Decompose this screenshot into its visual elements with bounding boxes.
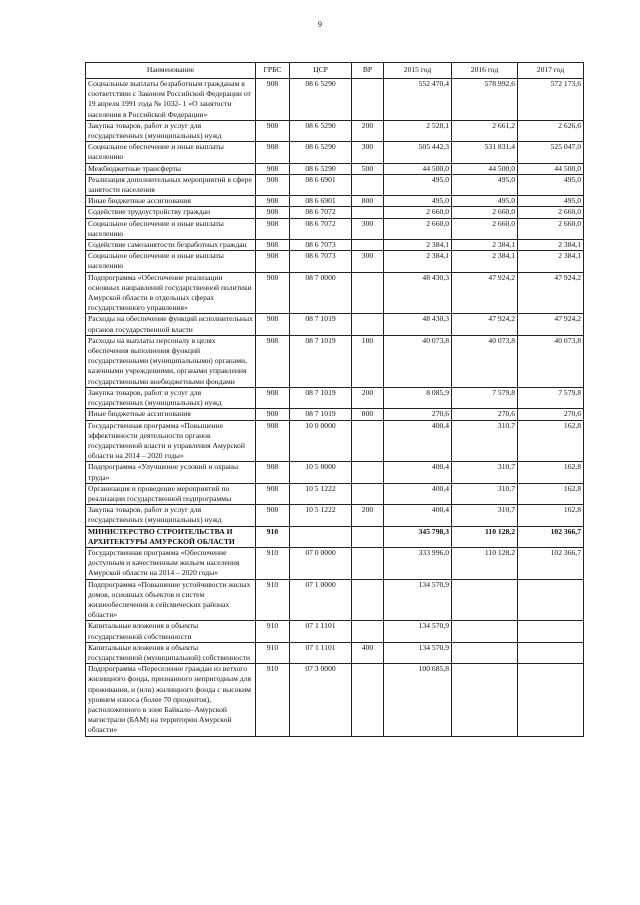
row-value-2016: 44 500,0 — [452, 163, 518, 174]
row-value-2016: 310,7 — [452, 483, 518, 504]
row-vr — [352, 621, 384, 642]
row-value-2015: 400,4 — [384, 505, 452, 526]
table-row — [86, 420, 584, 462]
row-value-2017 — [518, 664, 584, 736]
budget-table — [85, 62, 584, 737]
row-value-2016 — [452, 642, 518, 663]
row-csr: 08 6 6901 — [290, 174, 352, 195]
row-grbs: 908 — [256, 142, 290, 163]
row-grbs: 908 — [256, 218, 290, 239]
row-vr: 100 — [352, 335, 384, 387]
row-csr: 10 5 1222 — [290, 505, 352, 526]
row-csr: 07 0 0000 — [290, 547, 352, 579]
row-value-2016: 270,6 — [452, 409, 518, 420]
row-csr: 08 6 7073 — [290, 240, 352, 251]
row-value-2016: 578 992,6 — [452, 79, 518, 121]
table-row — [86, 642, 584, 663]
row-csr: 07 3 0000 — [290, 664, 352, 736]
table-row — [86, 387, 584, 408]
table-row — [86, 240, 584, 251]
row-name: Организация и проведение мероприятий по реализации государственной подпрограммы — [86, 483, 256, 504]
row-vr — [352, 240, 384, 251]
row-value-2017: 2 626,6 — [518, 120, 584, 141]
table-row — [86, 163, 584, 174]
row-grbs: 908 — [256, 387, 290, 408]
row-grbs: 908 — [256, 120, 290, 141]
row-vr — [352, 174, 384, 195]
row-value-2015: 505 442,3 — [384, 142, 452, 163]
row-vr: 300 — [352, 218, 384, 239]
row-grbs: 908 — [256, 462, 290, 483]
row-vr: 500 — [352, 163, 384, 174]
row-value-2015: 44 500,0 — [384, 163, 452, 174]
row-name: Подпрограмма «Переселение граждан из ветхого жилищного фонда, признанного непригодным для проживания, и (или) жилищного фонда с высоким уровнем износа (более 70 процентов), расположенного в зоне Байкало–Амурской магистрали (БАМ) на территории Амурской области» — [86, 664, 256, 736]
header-2015: 2015 год — [384, 63, 452, 79]
table-header-row — [86, 63, 584, 79]
row-value-2017: 270,6 — [518, 409, 584, 420]
row-name: Государственная программа «Обеспечение доступным и качественным жильем населения Амурской области на 2014 – 2020 годы» — [86, 547, 256, 579]
row-grbs: 908 — [256, 335, 290, 387]
row-csr: 08 7 1019 — [290, 387, 352, 408]
row-grbs: 910 — [256, 642, 290, 663]
row-grbs: 908 — [256, 196, 290, 207]
row-value-2017 — [518, 642, 584, 663]
row-csr: 08 6 6901 — [290, 196, 352, 207]
row-value-2015: 2 384,1 — [384, 251, 452, 272]
table-row — [86, 272, 584, 314]
table-row — [86, 579, 584, 621]
row-value-2016: 47 924,2 — [452, 272, 518, 314]
header-vr: ВР — [352, 63, 384, 79]
header-name: Наименование — [86, 63, 256, 79]
row-value-2017: 7 579,8 — [518, 387, 584, 408]
row-value-2015: 2 660,0 — [384, 218, 452, 239]
row-vr — [352, 462, 384, 483]
row-csr: 08 7 1019 — [290, 409, 352, 420]
row-vr: 200 — [352, 505, 384, 526]
row-name: Содействие самозанятости безработных граждан — [86, 240, 256, 251]
row-value-2017: 162,8 — [518, 420, 584, 462]
row-name: Расходы на обеспечение функций исполнительных органов государственной власти — [86, 314, 256, 335]
header-grbs: ГРБС — [256, 63, 290, 79]
row-csr: 10 0 0000 — [290, 420, 352, 462]
row-grbs: 908 — [256, 174, 290, 195]
table-row — [86, 621, 584, 642]
row-value-2015: 48 430,3 — [384, 272, 452, 314]
row-value-2017: 525 047,0 — [518, 142, 584, 163]
row-csr: 08 7 0000 — [290, 272, 352, 314]
table-row — [86, 142, 584, 163]
row-csr: 08 6 5290 — [290, 163, 352, 174]
table-row — [86, 505, 584, 526]
row-value-2015: 345 798,3 — [384, 526, 452, 547]
row-vr: 800 — [352, 409, 384, 420]
row-vr: 400 — [352, 642, 384, 663]
table-row — [86, 120, 584, 141]
page-number: 9 — [318, 20, 322, 29]
row-value-2015: 495,0 — [384, 174, 452, 195]
row-value-2017: 102 366,7 — [518, 547, 584, 579]
table-row — [86, 335, 584, 387]
table-row — [86, 547, 584, 579]
row-name: Капитальные вложения в объекты государственной собственности — [86, 621, 256, 642]
table-row — [86, 218, 584, 239]
table-row — [86, 526, 584, 547]
row-vr — [352, 579, 384, 621]
row-value-2017: 2 384,1 — [518, 251, 584, 272]
table-row — [86, 79, 584, 121]
row-value-2015: 400,4 — [384, 462, 452, 483]
header-2017: 2017 год — [518, 63, 584, 79]
row-value-2016: 2 384,1 — [452, 251, 518, 272]
row-name: МИНИСТЕРСТВО СТРОИТЕЛЬСТВА И АРХИТЕКТУРЫ АМУРСКОЙ ОБЛАСТИ — [86, 526, 256, 547]
table-row — [86, 174, 584, 195]
row-vr — [352, 420, 384, 462]
row-value-2017: 44 500,0 — [518, 163, 584, 174]
row-name: Социальные выплаты безработным гражданам в соответствии с Законом Российской Федерации от 19 апреля 1991 года № 1032- 1 «О занятости населения в Российской Федерации» — [86, 79, 256, 121]
row-vr — [352, 664, 384, 736]
row-value-2015: 40 073,8 — [384, 335, 452, 387]
row-value-2017: 102 366,7 — [518, 526, 584, 547]
row-vr: 300 — [352, 251, 384, 272]
row-vr — [352, 483, 384, 504]
row-value-2016: 495,0 — [452, 196, 518, 207]
row-value-2016: 110 128,2 — [452, 526, 518, 547]
row-vr — [352, 526, 384, 547]
row-value-2015: 134 570,9 — [384, 621, 452, 642]
row-value-2016: 310,7 — [452, 505, 518, 526]
row-value-2017: 162,8 — [518, 483, 584, 504]
row-vr — [352, 272, 384, 314]
row-grbs: 908 — [256, 483, 290, 504]
row-value-2015: 134 570,9 — [384, 642, 452, 663]
row-value-2016: 7 579,8 — [452, 387, 518, 408]
header-2016: 2016 год — [452, 63, 518, 79]
row-value-2016: 2 384,1 — [452, 240, 518, 251]
row-value-2015: 400,4 — [384, 483, 452, 504]
row-value-2016 — [452, 579, 518, 621]
row-csr: 07 1 1101 — [290, 621, 352, 642]
row-value-2017: 2 384,1 — [518, 240, 584, 251]
row-value-2017: 495,0 — [518, 196, 584, 207]
table-row — [86, 314, 584, 335]
row-value-2016: 2 660,0 — [452, 218, 518, 239]
row-value-2017: 47 924,2 — [518, 314, 584, 335]
row-csr: 08 6 7072 — [290, 218, 352, 239]
row-grbs: 910 — [256, 579, 290, 621]
row-name: Подпрограмма «Обеспечение реализации основных направлений государственной политики Амурской области в отдельных сферах государственного управления» — [86, 272, 256, 314]
row-value-2015: 48 430,3 — [384, 314, 452, 335]
row-value-2017: 47 924,2 — [518, 272, 584, 314]
row-grbs: 908 — [256, 207, 290, 218]
row-grbs: 908 — [256, 240, 290, 251]
row-value-2017: 40 073,8 — [518, 335, 584, 387]
row-csr: 10 5 1222 — [290, 483, 352, 504]
row-name: Государственная программа «Повышение эффективности деятельности органов государственной власти и управления Амурской области на 2014 – 2020 годы» — [86, 420, 256, 462]
header-csr: ЦСР — [290, 63, 352, 79]
row-name: Закупка товаров, работ и услуг для государственных (муниципальных) нужд — [86, 387, 256, 408]
row-grbs: 908 — [256, 409, 290, 420]
row-grbs: 908 — [256, 420, 290, 462]
row-value-2016: 110 128,2 — [452, 547, 518, 579]
row-value-2016: 531 831,4 — [452, 142, 518, 163]
row-value-2015: 333 996,0 — [384, 547, 452, 579]
row-value-2016: 2 661,2 — [452, 120, 518, 141]
row-name: Иные бюджетные ассигнования — [86, 196, 256, 207]
table-row — [86, 664, 584, 736]
row-value-2016 — [452, 621, 518, 642]
row-value-2016: 495,0 — [452, 174, 518, 195]
row-csr: 07 1 0000 — [290, 579, 352, 621]
row-value-2017: 2 660,0 — [518, 207, 584, 218]
row-value-2016 — [452, 664, 518, 736]
row-value-2015: 134 570,9 — [384, 579, 452, 621]
row-value-2015: 400,4 — [384, 420, 452, 462]
row-value-2015: 8 085,9 — [384, 387, 452, 408]
row-name: Социальное обеспечение и иные выплаты населению — [86, 142, 256, 163]
row-csr — [290, 526, 352, 547]
row-value-2017: 495,0 — [518, 174, 584, 195]
row-grbs: 908 — [256, 272, 290, 314]
row-name: Содействие трудоустройству граждан — [86, 207, 256, 218]
row-vr: 200 — [352, 387, 384, 408]
row-grbs: 910 — [256, 526, 290, 547]
row-grbs: 910 — [256, 621, 290, 642]
row-value-2017 — [518, 579, 584, 621]
row-vr — [352, 314, 384, 335]
row-value-2016: 40 073,8 — [452, 335, 518, 387]
row-grbs: 910 — [256, 664, 290, 736]
row-vr — [352, 207, 384, 218]
row-value-2015: 2 384,1 — [384, 240, 452, 251]
row-value-2017 — [518, 621, 584, 642]
row-value-2017: 162,8 — [518, 505, 584, 526]
row-name: Капитальные вложения в объекты государственной (муниципальной) собственности — [86, 642, 256, 663]
row-name: Иные бюджетные ассигнования — [86, 409, 256, 420]
row-csr: 10 5 0000 — [290, 462, 352, 483]
row-value-2015: 270,6 — [384, 409, 452, 420]
row-csr: 08 7 1019 — [290, 335, 352, 387]
row-value-2016: 47 924,2 — [452, 314, 518, 335]
row-vr — [352, 547, 384, 579]
table-row — [86, 207, 584, 218]
row-value-2017: 162,8 — [518, 462, 584, 483]
row-grbs: 908 — [256, 314, 290, 335]
row-csr: 08 6 5290 — [290, 79, 352, 121]
row-value-2017: 2 660,0 — [518, 218, 584, 239]
row-csr: 08 6 7073 — [290, 251, 352, 272]
table-row — [86, 409, 584, 420]
row-value-2015: 2 660,0 — [384, 207, 452, 218]
row-name: Подпрограмма «Повышение устойчивости жилых домов, основных объектов и систем жизнеобеспечения в сейсмических районах области» — [86, 579, 256, 621]
row-vr: 200 — [352, 120, 384, 141]
row-value-2015: 100 685,8 — [384, 664, 452, 736]
row-vr: 800 — [352, 196, 384, 207]
row-grbs: 910 — [256, 547, 290, 579]
row-name: Социальное обеспечение и иные выплаты населению — [86, 251, 256, 272]
row-name: Подпрограмма «Улучшение условий и охраны труда» — [86, 462, 256, 483]
row-value-2015: 495,0 — [384, 196, 452, 207]
table-row — [86, 251, 584, 272]
row-csr: 08 6 5290 — [290, 120, 352, 141]
row-grbs: 908 — [256, 163, 290, 174]
row-value-2016: 310,7 — [452, 462, 518, 483]
row-name: Закупка товаров, работ и услуг для государственных (муниципальных) нужд — [86, 120, 256, 141]
row-name: Межбюджетные трансферты — [86, 163, 256, 174]
table-row — [86, 483, 584, 504]
row-csr: 07 1 1101 — [290, 642, 352, 663]
row-grbs: 908 — [256, 79, 290, 121]
row-name: Реализация дополнительных мероприятий в сфере занятости населения — [86, 174, 256, 195]
row-value-2016: 2 660,0 — [452, 207, 518, 218]
row-value-2015: 2 528,1 — [384, 120, 452, 141]
row-vr — [352, 79, 384, 121]
row-csr: 08 6 7072 — [290, 207, 352, 218]
row-value-2017: 572 173,6 — [518, 79, 584, 121]
table-row — [86, 196, 584, 207]
row-value-2016: 310,7 — [452, 420, 518, 462]
row-name: Закупка товаров, работ и услуг для государственных (муниципальных) нужд — [86, 505, 256, 526]
row-value-2015: 552 470,4 — [384, 79, 452, 121]
row-grbs: 908 — [256, 251, 290, 272]
row-name: Расходы на выплаты персоналу в целях обеспечения выполнения функций государственными (муниципальными) органами, казенными учреждениями, органами управления государственными внебюджетными фондами — [86, 335, 256, 387]
row-grbs: 908 — [256, 505, 290, 526]
row-name: Социальное обеспечение и иные выплаты населению — [86, 218, 256, 239]
row-csr: 08 6 5290 — [290, 142, 352, 163]
row-vr: 300 — [352, 142, 384, 163]
table-body — [86, 79, 584, 737]
row-csr: 08 7 1019 — [290, 314, 352, 335]
table-row — [86, 462, 584, 483]
